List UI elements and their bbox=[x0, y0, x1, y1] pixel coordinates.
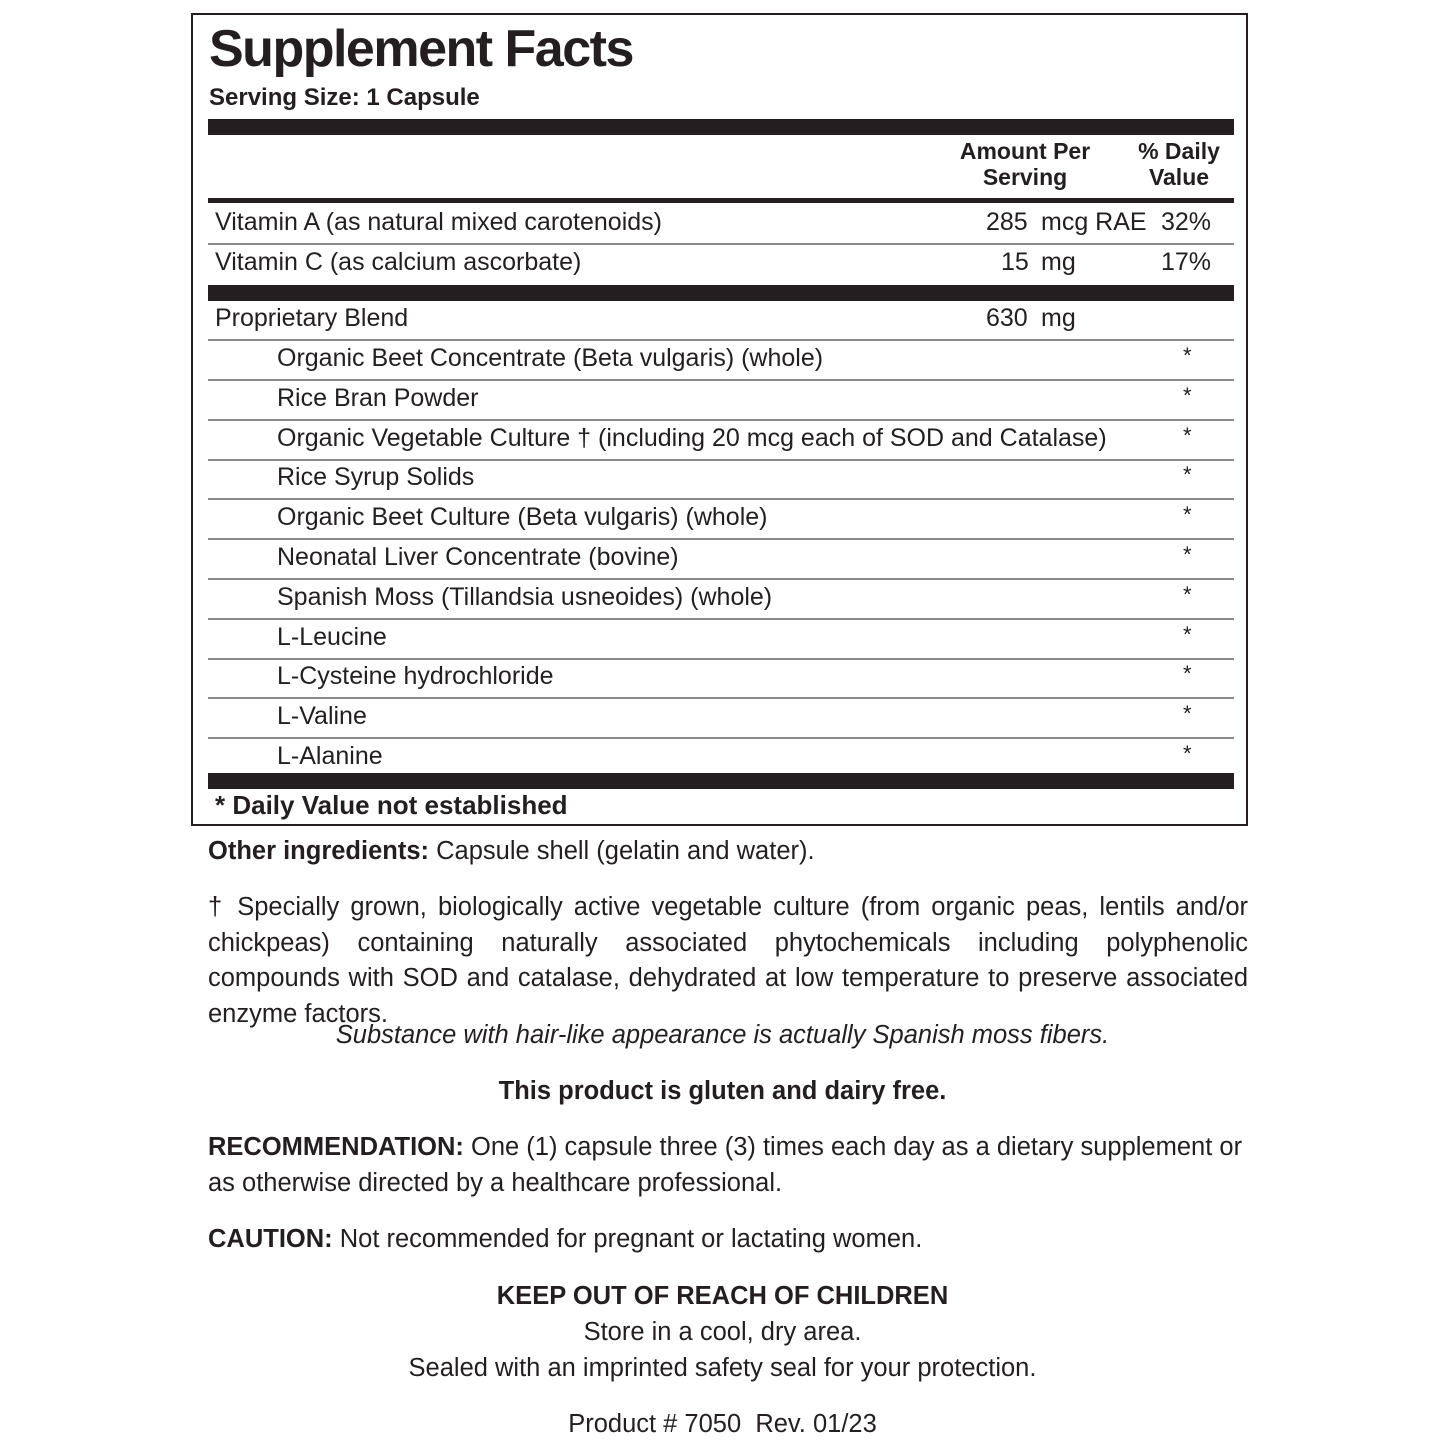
seal-note: Sealed with an imprinted safety seal for your protection. bbox=[408, 1354, 1037, 1382]
row-divider bbox=[208, 578, 1234, 580]
other-ingredients-label: Other ingredients: bbox=[208, 837, 430, 865]
other-ingredients-text: Capsule shell (gelatin and water). bbox=[429, 837, 815, 865]
supplement-facts-panel bbox=[191, 13, 1248, 826]
ingredient-name: L-Leucine bbox=[277, 622, 387, 651]
ingredient-name: L-Cysteine hydrochloride bbox=[277, 662, 554, 691]
serving-size: Serving Size: 1 Capsule bbox=[209, 84, 480, 111]
divider-bar bbox=[208, 285, 1234, 301]
product-number: Product # 7050 Rev. 01/23 bbox=[568, 1410, 877, 1438]
divider-bar bbox=[208, 773, 1234, 789]
ingredient-dv: * bbox=[1183, 422, 1192, 448]
children-warning: KEEP OUT OF REACH OF CHILDREN bbox=[496, 1282, 949, 1310]
dagger-note: † Specially grown, biologically active vegetable culture (from organic peas, lentils and/or chickpeas) containing naturally associated phytochemicals including polyphenolic compounds with SOD and catalase, dehydrated at low temperature to preserve associated enzyme factors. bbox=[208, 893, 1248, 1028]
row-divider bbox=[208, 498, 1234, 500]
blend-amount: 630 bbox=[986, 304, 1028, 332]
ingredient-dv: * bbox=[1183, 502, 1192, 528]
ingredient-name: Organic Beet Concentrate (Beta vulgaris) (whole) bbox=[277, 344, 824, 372]
header-text: % Daily bbox=[1138, 138, 1220, 164]
recommendation bbox=[208, 1130, 1248, 1201]
vitamin-c-unit: mg bbox=[1041, 248, 1076, 276]
ingredient-name: Rice Syrup Solids bbox=[277, 463, 475, 492]
ingredient-name: Rice Bran Powder bbox=[277, 383, 479, 412]
row-divider bbox=[208, 618, 1234, 620]
row-divider bbox=[208, 538, 1234, 540]
vitamin-a-name: Vitamin A (as natural mixed carotenoids) bbox=[215, 208, 662, 236]
ingredient-dv: * bbox=[1183, 542, 1192, 567]
ingredient-name: Neonatal Liver Concentrate (bovine) bbox=[277, 543, 679, 571]
ingredient-dv: * bbox=[1183, 343, 1192, 368]
ingredient-name: Spanish Moss (Tillandsia usneoides) (whole) bbox=[277, 582, 773, 611]
ingredient-dv: * bbox=[1183, 621, 1192, 647]
panel-title: Supplement Facts bbox=[209, 20, 633, 78]
ingredient-name: L-Alanine bbox=[277, 742, 383, 770]
row-divider bbox=[208, 379, 1234, 381]
other-ingredients bbox=[208, 834, 815, 870]
storage-note: Store in a cool, dry area. bbox=[583, 1318, 862, 1346]
ingredient-dv: * bbox=[1183, 462, 1192, 488]
blend-unit: mg bbox=[1041, 304, 1076, 332]
ingredient-dv: * bbox=[1183, 741, 1192, 766]
caution bbox=[208, 1222, 922, 1258]
row-divider bbox=[208, 737, 1234, 739]
recommendation-text: One (1) capsule three (3) times each day as a dietary supplement or as otherwise directed by a healthcare professional. bbox=[208, 1133, 1243, 1197]
blend-name: Proprietary Blend bbox=[215, 304, 409, 332]
caution-label: CAUTION: bbox=[208, 1225, 333, 1253]
row-divider bbox=[208, 697, 1234, 699]
ingredient-dv: * bbox=[1183, 701, 1192, 727]
row-divider bbox=[208, 658, 1234, 660]
ingredient-name: Organic Beet Culture (Beta vulgaris) (whole) bbox=[277, 503, 768, 532]
vitamin-c-name: Vitamin C (as calcium ascorbate) bbox=[215, 248, 582, 276]
gluten-dairy-free: This product is gluten and dairy free. bbox=[498, 1077, 947, 1105]
divider-bar bbox=[208, 198, 1234, 203]
row-divider bbox=[208, 243, 1234, 245]
row-divider bbox=[208, 339, 1234, 341]
moss-note: Substance with hair-like appearance is actually Spanish moss fibers. bbox=[335, 1021, 1110, 1049]
header-text: Value bbox=[1148, 164, 1210, 190]
vitamin-c-dv: 17% bbox=[1161, 248, 1212, 276]
recommendation-label: RECOMMENDATION: bbox=[208, 1133, 464, 1161]
vitamin-c-amount: 15 bbox=[1001, 248, 1029, 276]
header-text: Serving bbox=[982, 164, 1068, 190]
ingredient-dv: * bbox=[1183, 382, 1192, 408]
daily-value-footnote: * Daily Value not established bbox=[215, 790, 568, 820]
vitamin-a-dv: 32% bbox=[1161, 208, 1212, 236]
vitamin-a-unit: mcg RAE bbox=[1041, 208, 1147, 236]
ingredient-name: Organic Vegetable Culture † (including 20 mcg each of SOD and Catalase) bbox=[277, 423, 1107, 452]
ingredient-dv: * bbox=[1183, 581, 1192, 607]
row-divider bbox=[208, 459, 1234, 461]
header-text: Amount Per bbox=[959, 138, 1091, 164]
ingredient-name: L-Valine bbox=[277, 702, 367, 731]
ingredient-dv: * bbox=[1183, 661, 1192, 687]
amount-per-serving-header bbox=[955, 138, 1095, 190]
divider-bar bbox=[208, 119, 1234, 135]
daily-value-header bbox=[1129, 138, 1229, 190]
vitamin-a-amount: 285 bbox=[986, 208, 1028, 236]
row-divider bbox=[208, 419, 1234, 421]
caution-text: Not recommended for pregnant or lactating women. bbox=[332, 1225, 923, 1253]
